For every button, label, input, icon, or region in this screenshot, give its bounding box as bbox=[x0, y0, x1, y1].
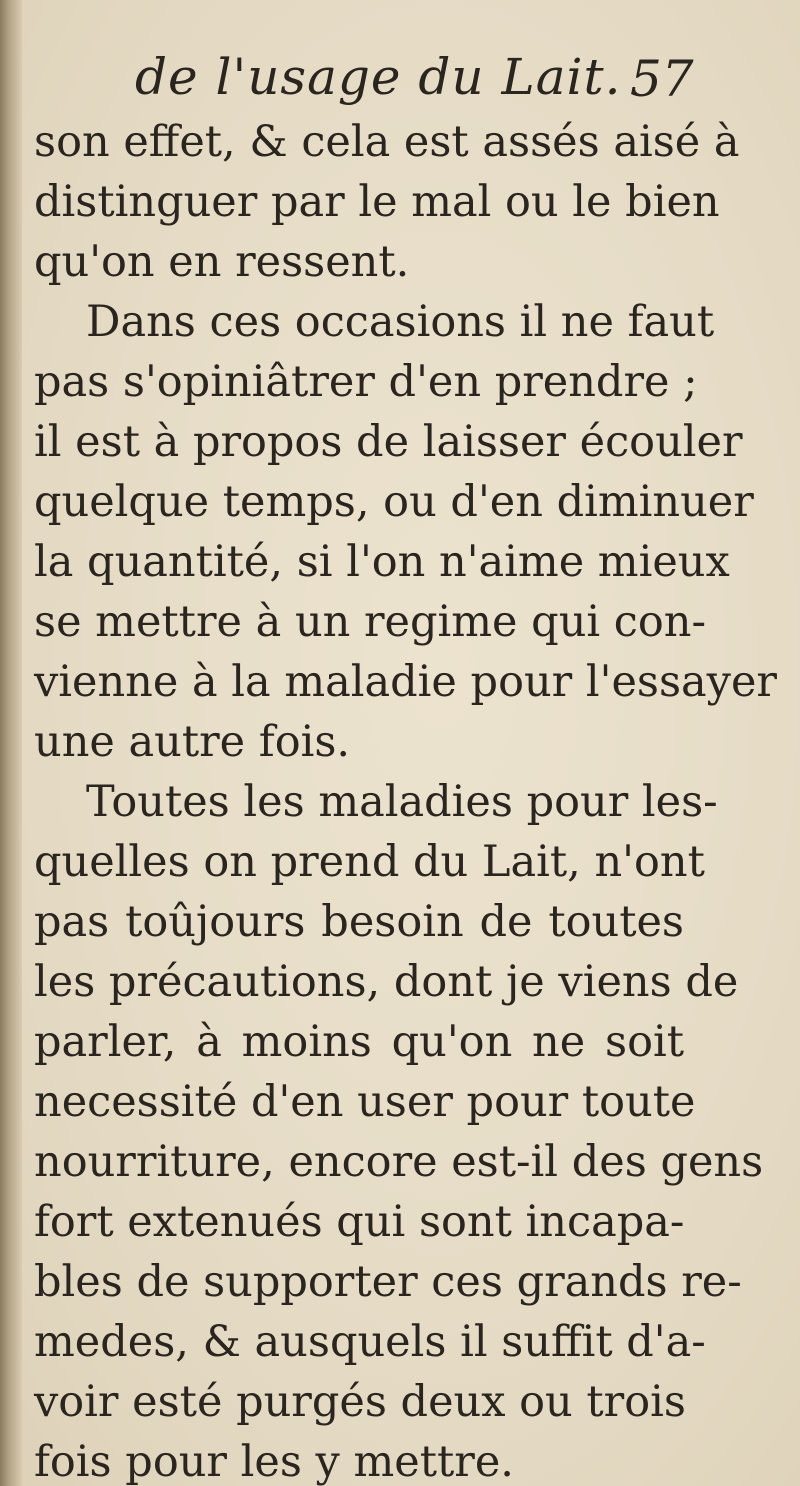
text-line: nourriture, encore est-il des gens bbox=[34, 1137, 764, 1187]
page-number: 57 bbox=[630, 50, 694, 108]
text-line: fort extenués qui sont incapa- bbox=[34, 1197, 685, 1247]
text-line: quelles on prend du Lait, n'ont bbox=[34, 837, 705, 887]
page-header bbox=[0, 48, 800, 118]
text-line: il est à propos de laisser écouler bbox=[34, 417, 743, 467]
text-line: pas toûjours besoin de toutes bbox=[34, 897, 684, 947]
text-line: son effet, & cela est assés aisé à bbox=[34, 117, 740, 167]
text-line: quelque temps, ou d'en diminuer bbox=[34, 477, 754, 527]
text-line: voir esté purgés deux ou trois bbox=[34, 1377, 686, 1427]
text-line: parler, à moins qu'on ne soit bbox=[34, 1017, 684, 1067]
text-line: Toutes les maladies pour les- bbox=[86, 777, 718, 827]
text-line: qu'on en ressent. bbox=[34, 237, 410, 287]
text-line: Dans ces occasions il ne faut bbox=[86, 297, 715, 347]
page-gutter bbox=[0, 0, 22, 1486]
text-line: bles de supporter ces grands re- bbox=[34, 1257, 742, 1307]
text-line: la quantité, si l'on n'aime mieux bbox=[34, 537, 730, 587]
text-line: pas s'opiniâtrer d'en prendre ; bbox=[34, 357, 698, 407]
text-line: fois pour les y mettre. bbox=[34, 1437, 514, 1486]
text-line: distinguer par le mal ou le bien bbox=[34, 177, 720, 227]
body-text bbox=[34, 112, 777, 1486]
text-line: les précautions, dont je viens de bbox=[34, 957, 739, 1007]
text-line: une autre fois. bbox=[34, 717, 351, 767]
text-line: necessité d'en user pour toute bbox=[34, 1077, 696, 1127]
text-line: medes, & ausquels il suffit d'a- bbox=[34, 1317, 706, 1367]
text-line: se mettre à un regime qui con- bbox=[34, 597, 707, 647]
running-head: de l'usage du Lait. bbox=[135, 48, 622, 106]
text-line: vienne à la maladie pour l'essayer bbox=[34, 657, 777, 707]
